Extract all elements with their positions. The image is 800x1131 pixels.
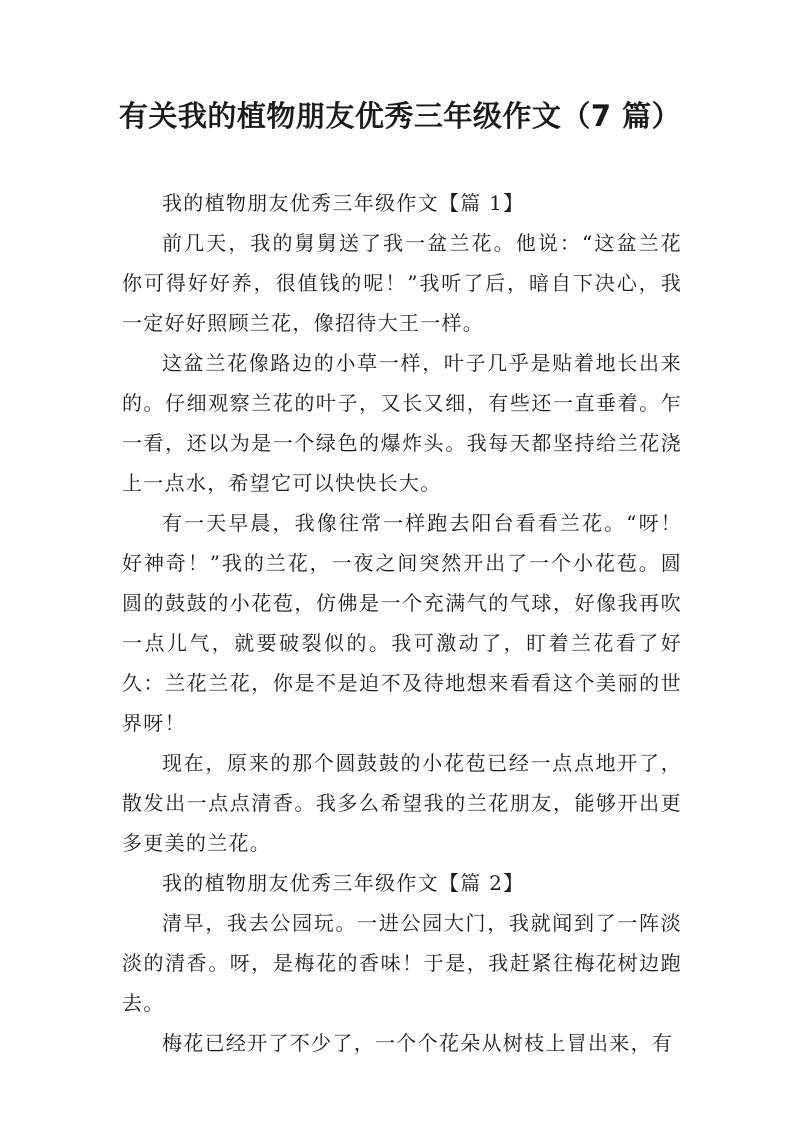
section-heading-1: 我的植物朋友优秀三年级作文【篇 1】 <box>162 191 525 215</box>
paragraph: 有一天早晨，我像往常一样跑去阳台看看兰花。“呀！好神奇！”我的兰花，一夜之间突然开出了一个小花苞。圆圆的鼓鼓的小花苞，仿佛是一个充满气的气球，好像我再吹一点儿气，就要破裂似的。我可激动了，盯着兰花看了好久：兰花兰花，你是不是迫不及待地想来看看这个美丽的世界呀！ <box>122 511 682 735</box>
paragraph: 这盆兰花像路边的小草一样，叶子几乎是贴着地长出来的。仔细观察兰花的叶子，又长又细，有些还一直垂着。乍一看，还以为是一个绿色的爆炸头。我每天都坚持给兰花浇上一点水，希望它可以快快长大。 <box>122 351 682 495</box>
paragraph: 梅花已经开了不少了，一个个花朵从树枝上冒出来，有 <box>162 1031 674 1055</box>
document-body <box>122 183 682 1063</box>
paragraph: 清早，我去公园玩。一进公园大门，我就闻到了一阵淡淡的清香。呀，是梅花的香味！于是，我赶紧往梅花树边跑去。 <box>122 911 682 1015</box>
document-title: 有关我的植物朋友优秀三年级作文（7 篇） <box>118 99 682 133</box>
paragraph: 前几天，我的舅舅送了我一盆兰花。他说：“这盆兰花你可得好好养，很值钱的呢！”我听了后，暗自下决心，我一定好好照顾兰花，像招待大王一样。 <box>122 231 682 335</box>
paragraph: 现在，原来的那个圆鼓鼓的小花苞已经一点点地开了，散发出一点点清香。我多么希望我的兰花朋友，能够开出更多更美的兰花。 <box>122 751 682 855</box>
section-heading-2: 我的植物朋友优秀三年级作文【篇 2】 <box>162 871 525 895</box>
